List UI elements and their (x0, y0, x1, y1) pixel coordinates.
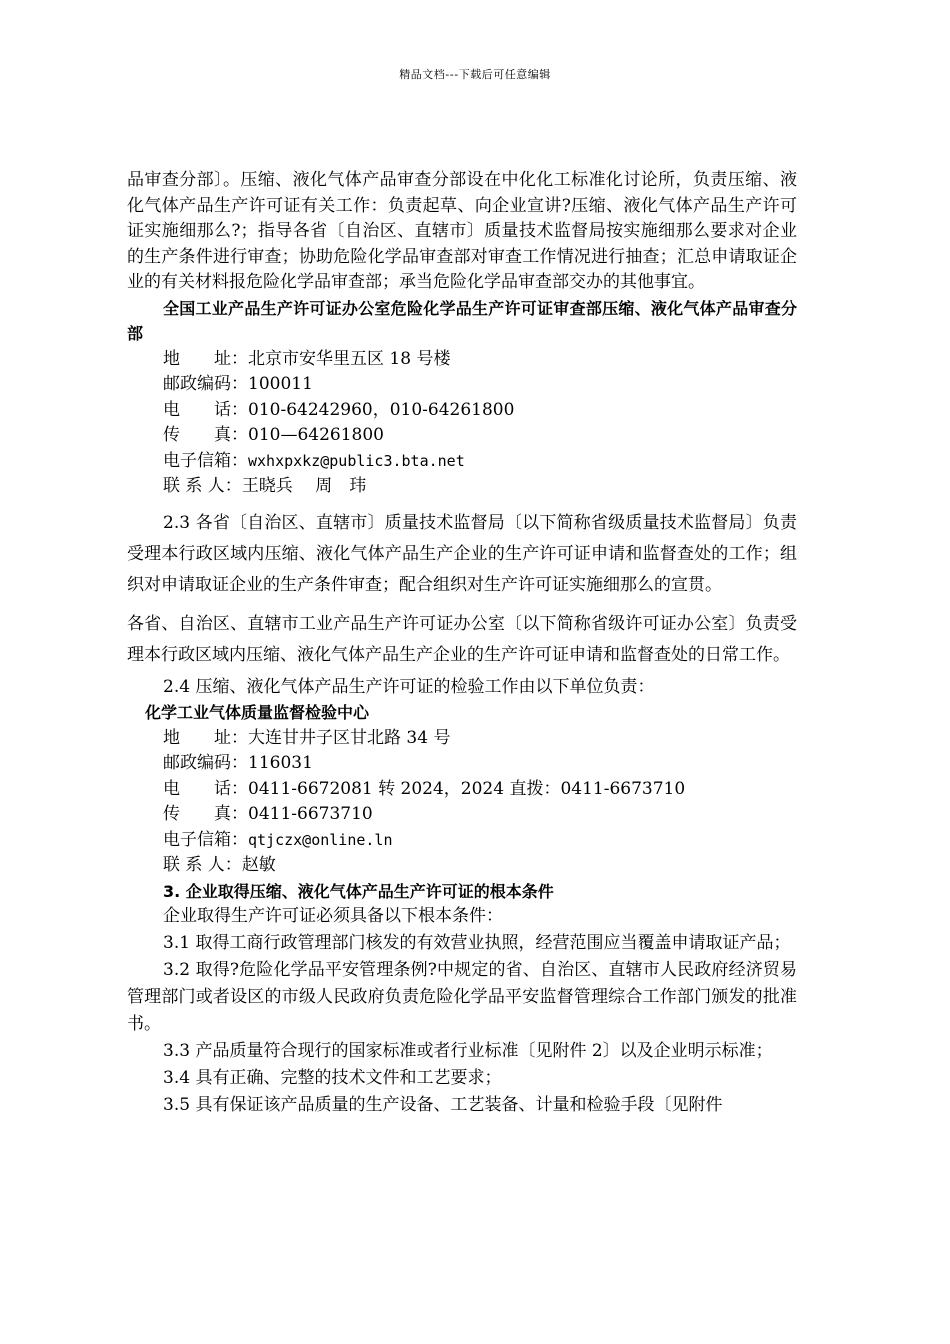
section-3-item: 3.3 产品质量符合现行的国家标准或者行业标准〔见附件 2〕以及企业明示标准； (163, 1040, 773, 1061)
org1-email: wxhxpxkz@public3.bta.net (248, 451, 465, 470)
org1-postcode: 100011 (248, 374, 313, 394)
org2-postcode-label: 邮政编码： (163, 753, 248, 773)
paragraph-2-3: 2.3 各省〔自治区、直辖市〕质量技术监督局〔以下简称省级质量技术监督局〕负责受理本行政区域内压缩、液化气体产品生产企业的生产许可证申请和监督查处的工作；组织对申请取证企业的生产条件审查；配合组织对生产许可证实施细那么的宣贯。 (127, 512, 797, 595)
section-3-heading: 3. 企业取得压缩、液化气体产品生产许可证的根本条件 (163, 881, 554, 901)
org2-address: 大连甘井子区甘北路 34 号 (248, 727, 451, 748)
org1-postcode-label: 邮政编码： (163, 374, 248, 394)
org2-address-label: 地 址： (163, 727, 248, 748)
paragraph-2-4: 2.4 压缩、液化气体产品生产许可证的检验工作由以下单位负责： (163, 676, 655, 697)
org2-title: 化学工业气体质量监督检验中心 (145, 703, 370, 722)
org1-postcode-row (163, 372, 797, 398)
org1-contact-row (163, 474, 797, 500)
org2-postcode: 116031 (248, 753, 313, 773)
org1-address: 北京市安华里五区 18 号楼 (248, 348, 451, 369)
org1-phone: 010-64242960，010-64261800 (248, 399, 515, 420)
org2-email-label: 电子信箱： (163, 829, 248, 850)
org2-postcode-row (163, 751, 797, 777)
org1-fax-row (163, 423, 797, 449)
org2-phone-label: 电 话： (163, 778, 248, 799)
org2-contact: 赵敏 (241, 855, 276, 875)
section-3-item: 3.2 取得?危险化学品平安管理条例?中规定的省、自治区、直辖市人民政府经济贸易管理部门或者设区的市级人民政府负责危险化学品平安监督管理综合工作部门颁发的批准书。 (127, 959, 797, 1034)
org2-phone-row (163, 777, 797, 803)
org1-contact-label: 联 系 人： (163, 476, 242, 496)
org2-fax: 0411-6673710 (248, 804, 373, 824)
org1-address-row (163, 347, 797, 373)
document-body (127, 168, 797, 1119)
org2-contact-block (127, 726, 797, 879)
org2-email: qtjczx@online.ln (248, 830, 393, 849)
org2-fax-label: 传 真： (163, 804, 248, 824)
section-3-intro: 企业取得生产许可证必须具备以下根本条件： (163, 906, 503, 926)
org2-address-row (163, 726, 797, 752)
org1-fax-label: 传 真： (163, 425, 248, 445)
paragraph-review-branch: 品审查分部〕。压缩、液化气体产品审查分部设在中化化工标准化讨论所，负责压缩、液化气体产品生产许可证有关工作：负责起草、向企业宣讲?压缩、液化气体产品生产许可证实施细那么?；指导各省〔自治区、直辖市〕质量技术监督局按实施细那么要求对企业的生产条件进行审查；协助危险化学品审查部对审查工作情况进行抽查；汇总申请取证企业的有关材料报危险化学品审查部；承当危险化学品审查部交办的其他事宜。 (127, 170, 797, 292)
org1-email-row (163, 449, 797, 475)
org1-title: 全国工业产品生产许可证办公室危险化学品生产许可证审查部压缩、液化气体产品审查分部 (127, 298, 797, 343)
org2-contact-row (163, 853, 797, 879)
org2-contact-label: 联 系 人： (163, 855, 242, 875)
org1-phone-label: 电 话： (163, 399, 248, 420)
org1-contact: 王晓兵 周 玮 (241, 476, 367, 496)
org2-email-row (163, 828, 797, 854)
org1-email-label: 电子信箱： (163, 450, 248, 471)
paragraph-provincial-office: 各省、自治区、直辖市工业产品生产许可证办公室〔以下简称省级许可证办公室〕负责受理本行政区域内压缩、液化气体产品生产企业的生产许可证申请和监督查处的日常工作。 (127, 613, 797, 665)
section-3-item: 3.4 具有正确、完整的技术文件和工艺要求； (163, 1067, 502, 1088)
org1-fax: 010—64261800 (248, 425, 384, 445)
org2-fax-row (163, 802, 797, 828)
section-3-item: 3.5 具有保证该产品质量的生产设备、工艺装备、计量和检验手段〔见附件 (163, 1094, 723, 1115)
org1-phone-row (163, 398, 797, 424)
org1-contact-block (127, 347, 797, 500)
org2-phone: 0411-6672081 转 2024，2024 直拨：0411-6673710 (248, 778, 686, 799)
section-3-item: 3.1 取得工商行政管理部门核发的有效营业执照，经营范围应当覆盖申请取证产品； (163, 932, 791, 953)
org1-address-label: 地 址： (163, 348, 248, 369)
page-header: 精品文档---下载后可任意编辑 (399, 68, 551, 81)
